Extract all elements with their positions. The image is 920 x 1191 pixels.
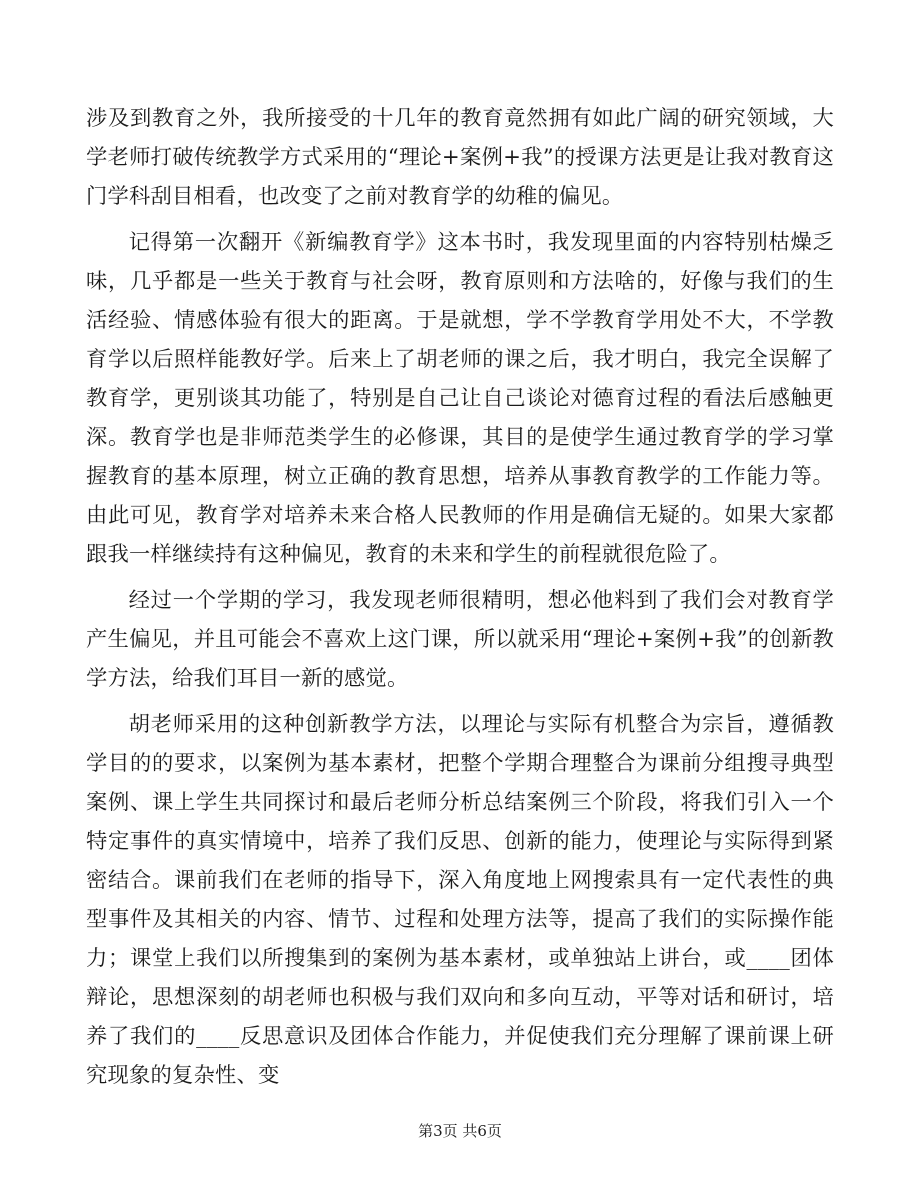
paragraph-textbook-impression: 记得第一次翻开《新编教育学》这本书时，我发现里面的内容特别枯燥乏味，几乎都是一些关于教育与社会呀，教育原则和方法啥的，好像与我们的生活经验、情感体验有很大的距离。于是就想，学不学教育学用处不大，不学教育学以后照样能教好学。后来上了胡老师的课之后，我才明白，我完全误解了教育学，更别谈其功能了，特别是自己让自己谈论对德育过程的看法后感触更深。教育学也是非师范类学生的必修课，其目的是使学生通过教育学的学习掌握教育的基本原理，树立正确的教育思想，培养从事教育教学的工作能力等。由此可见，教育学对培养未来合格人民教师的作用是确信无疑的。如果大家都跟我一样继续持有这种偏见，教育的未来和学生的前程就很危险了。 (86, 230, 834, 567)
paragraph-teaching-method: 胡老师采用的这种创新教学方法，以理论与实际有机整合为宗旨，遵循教学目的的要求，以案例为基本素材，把整个学期合理整合为课前分组搜寻典型案例、课上学生共同探讨和最后老师分析总结案例三个阶段，将我们引入一个特定事件的真实情境中，培养了我们反思、创新的能力，使理论与实际得到紧密结合。课前我们在老师的指导下，深入角度地上网搜索具有一定代表性的典型事件及其相关的内容、情节、过程和处理方法等，提高了我们的实际操作能力；课堂上我们以所搜集到的案例为基本素材，或单独站上讲台，或____团体辩论，思想深刻的胡老师也积极与我们双向和多向互动，平等对话和研讨，培养了我们的____反思意识及团体合作能力，并促使我们充分理解了课前课上研究现象的复杂性、变 (86, 712, 834, 1088)
paragraph-continuation: 涉及到教育之外，我所接受的十几年的教育竟然拥有如此广阔的研究领域，大学老师打破传统教学方式采用的“理论+案例+我”的授课方法更是让我对教育这门学科刮目相看，也改变了之前对教育学的幼稚的偏见。 (86, 106, 834, 209)
paragraph-semester-study: 经过一个学期的学习，我发现老师很精明，想必他料到了我们会对教育学产生偏见，并且可能会不喜欢上这门课，所以就采用“理论+案例+我”的创新教学方法，给我们耳目一新的感觉。 (86, 588, 834, 691)
document-body (86, 99, 834, 1095)
page-number-footer: 第3页 共6页 (418, 1122, 502, 1140)
